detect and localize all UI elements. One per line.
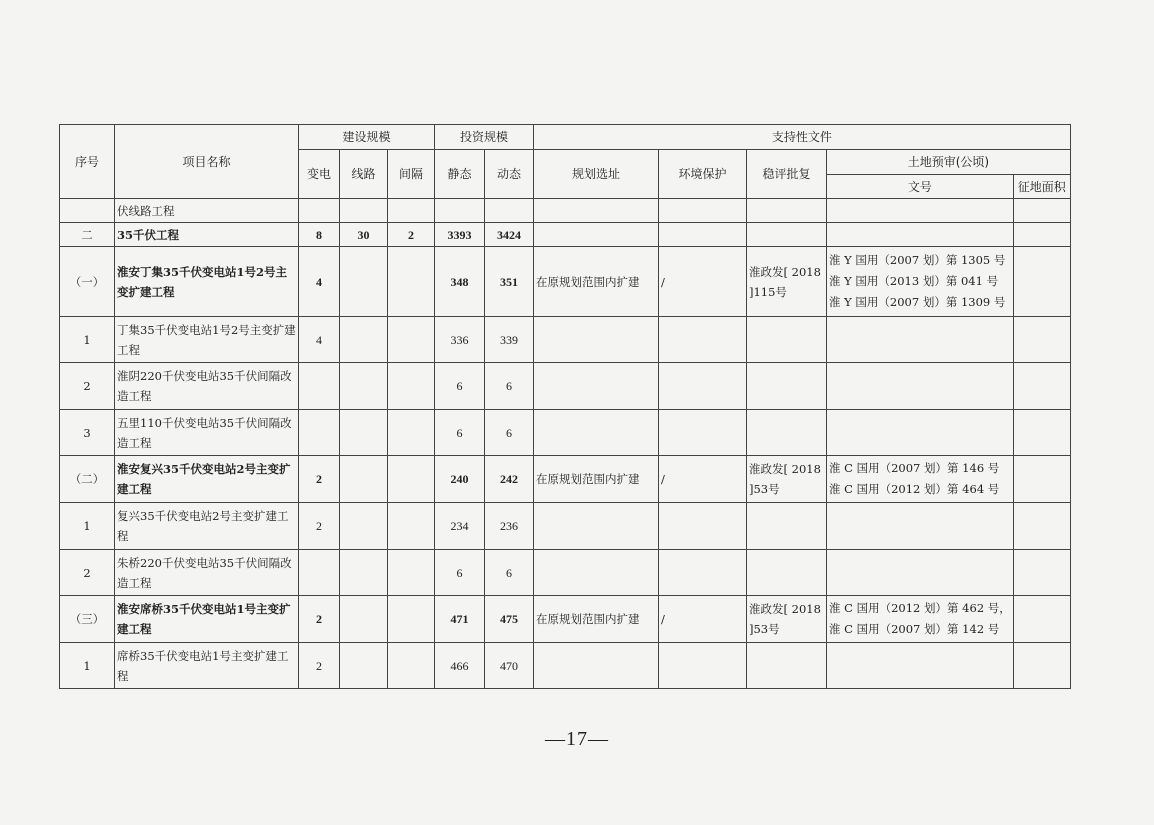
row-land-area	[1013, 363, 1070, 410]
row-land-area	[1013, 317, 1070, 363]
row-environment	[659, 643, 747, 689]
table-row	[60, 503, 1071, 550]
row-doc-numbers	[827, 223, 1014, 247]
row-environment	[659, 550, 747, 596]
row-sub: 2	[299, 596, 340, 643]
table-row	[60, 223, 1071, 247]
doc-number-line: 淮 C 国用（2012 划）第 464 号	[829, 482, 1000, 496]
row-environment: /	[659, 247, 747, 317]
header-substation: 变电	[299, 150, 340, 199]
row-land-area	[1013, 643, 1070, 689]
row-planning: 在原规划范围内扩建	[534, 456, 659, 503]
row-land-area	[1013, 550, 1070, 596]
table-row	[60, 550, 1071, 596]
row-seq: （三）	[60, 596, 115, 643]
row-planning	[534, 643, 659, 689]
row-seq: 1	[60, 643, 115, 689]
header-build-scale: 建设规模	[299, 125, 435, 150]
row-doc-numbers	[827, 363, 1014, 410]
row-static: 348	[435, 247, 485, 317]
doc-number-line: 淮 C 国用（2007 划）第 146 号	[829, 461, 1000, 475]
doc-number-line: 淮 C 国用（2007 划）第 142 号	[829, 622, 1000, 636]
row-land-area	[1013, 596, 1070, 643]
row-stability	[747, 223, 827, 247]
row-bay	[388, 410, 435, 456]
row-sub	[299, 410, 340, 456]
row-sub: 2	[299, 456, 340, 503]
header-static: 静态	[435, 150, 485, 199]
row-doc-numbers	[827, 456, 1014, 503]
row-name: 淮安复兴35千伏变电站2号主变扩建工程	[115, 456, 299, 503]
row-sub	[299, 363, 340, 410]
row-sub: 8	[299, 223, 340, 247]
row-seq: 2	[60, 550, 115, 596]
row-name: 35千伏工程	[115, 223, 299, 247]
row-static: 336	[435, 317, 485, 363]
row-static	[435, 199, 485, 223]
row-static: 240	[435, 456, 485, 503]
row-name: 丁集35千伏变电站1号2号主变扩建工程	[115, 317, 299, 363]
table-row	[60, 247, 1071, 317]
row-name: 朱桥220千伏变电站35千伏间隔改造工程	[115, 550, 299, 596]
row-name: 伏线路工程	[115, 199, 299, 223]
page-number: —17—	[545, 728, 609, 750]
doc-number-line: 淮 Y 国用（2007 划）第 1305 号	[829, 253, 1006, 267]
table-row	[60, 643, 1071, 689]
row-dynamic: 351	[485, 247, 534, 317]
doc-number-line: 淮 Y 国用（2007 划）第 1309 号	[829, 295, 1006, 309]
row-sub	[299, 550, 340, 596]
row-doc-numbers	[827, 199, 1014, 223]
row-land-area	[1013, 503, 1070, 550]
row-sub	[299, 199, 340, 223]
row-line	[340, 199, 388, 223]
row-doc-numbers	[827, 550, 1014, 596]
header-doc-no: 文号	[827, 175, 1014, 199]
row-line	[340, 247, 388, 317]
row-dynamic: 339	[485, 317, 534, 363]
row-seq: （一）	[60, 247, 115, 317]
row-dynamic: 475	[485, 596, 534, 643]
row-bay	[388, 199, 435, 223]
row-static: 3393	[435, 223, 485, 247]
row-static: 6	[435, 363, 485, 410]
row-stability	[747, 317, 827, 363]
row-planning	[534, 317, 659, 363]
row-dynamic: 6	[485, 410, 534, 456]
row-static: 6	[435, 550, 485, 596]
row-line	[340, 363, 388, 410]
table-row	[60, 410, 1071, 456]
row-seq: （二）	[60, 456, 115, 503]
header-dynamic: 动态	[485, 150, 534, 199]
row-line	[340, 456, 388, 503]
doc-number-line: 淮 C 国用（2012 划）第 462 号，	[829, 601, 1011, 615]
row-line	[340, 503, 388, 550]
row-bay	[388, 643, 435, 689]
row-doc-numbers	[827, 410, 1014, 456]
row-line	[340, 317, 388, 363]
row-planning	[534, 410, 659, 456]
row-land-area	[1013, 410, 1070, 456]
header-seq: 序号	[60, 125, 115, 199]
header-support-docs: 支持性文件	[534, 125, 1071, 150]
row-seq	[60, 199, 115, 223]
table-row	[60, 456, 1071, 503]
row-planning: 在原规划范围内扩建	[534, 596, 659, 643]
row-name: 淮安丁集35千伏变电站1号2号主变扩建工程	[115, 247, 299, 317]
row-environment	[659, 363, 747, 410]
table-row	[60, 199, 1071, 223]
row-static: 234	[435, 503, 485, 550]
row-static: 471	[435, 596, 485, 643]
row-static: 466	[435, 643, 485, 689]
row-bay	[388, 363, 435, 410]
row-seq: 3	[60, 410, 115, 456]
row-stability	[747, 410, 827, 456]
row-bay: 2	[388, 223, 435, 247]
row-dynamic: 6	[485, 550, 534, 596]
row-environment	[659, 199, 747, 223]
row-line	[340, 550, 388, 596]
row-doc-numbers	[827, 317, 1014, 363]
row-dynamic: 236	[485, 503, 534, 550]
row-environment: /	[659, 456, 747, 503]
header-environment: 环境保护	[659, 150, 747, 199]
row-sub: 4	[299, 247, 340, 317]
row-dynamic	[485, 199, 534, 223]
row-stability	[747, 503, 827, 550]
row-sub: 2	[299, 643, 340, 689]
row-stability	[747, 643, 827, 689]
row-line	[340, 410, 388, 456]
row-doc-numbers	[827, 643, 1014, 689]
header-invest-scale: 投资规模	[435, 125, 534, 150]
row-doc-numbers	[827, 503, 1014, 550]
row-planning: 在原规划范围内扩建	[534, 247, 659, 317]
row-stability	[747, 550, 827, 596]
row-stability	[747, 363, 827, 410]
row-bay	[388, 503, 435, 550]
row-seq: 1	[60, 317, 115, 363]
row-stability: 淮政发[ 2018 ]53号	[747, 596, 827, 643]
table-row	[60, 317, 1071, 363]
project-table	[59, 124, 1071, 689]
row-doc-numbers	[827, 596, 1014, 643]
row-environment: /	[659, 596, 747, 643]
row-planning	[534, 199, 659, 223]
row-bay	[388, 550, 435, 596]
row-seq: 二	[60, 223, 115, 247]
header-land-pre: 土地预审(公顷)	[827, 150, 1071, 175]
row-planning	[534, 550, 659, 596]
header-land-area: 征地面积	[1013, 175, 1070, 199]
row-line	[340, 643, 388, 689]
doc-number-line: 淮 Y 国用（2013 划）第 041 号	[829, 274, 999, 288]
header-bay: 间隔	[388, 150, 435, 199]
header-line: 线路	[340, 150, 388, 199]
row-land-area	[1013, 247, 1070, 317]
row-static: 6	[435, 410, 485, 456]
row-planning	[534, 363, 659, 410]
row-planning	[534, 503, 659, 550]
row-doc-numbers	[827, 247, 1014, 317]
row-dynamic: 242	[485, 456, 534, 503]
row-environment	[659, 317, 747, 363]
row-seq: 2	[60, 363, 115, 410]
table-row	[60, 363, 1071, 410]
row-name: 席桥35千伏变电站1号主变扩建工程	[115, 643, 299, 689]
row-bay	[388, 247, 435, 317]
row-dynamic: 470	[485, 643, 534, 689]
row-planning	[534, 223, 659, 247]
row-land-area	[1013, 199, 1070, 223]
row-bay	[388, 596, 435, 643]
row-name: 淮阴220千伏变电站35千伏间隔改造工程	[115, 363, 299, 410]
row-stability: 淮政发[ 2018 ]53号	[747, 456, 827, 503]
row-land-area	[1013, 223, 1070, 247]
row-environment	[659, 223, 747, 247]
row-stability	[747, 199, 827, 223]
row-sub: 4	[299, 317, 340, 363]
row-dynamic: 6	[485, 363, 534, 410]
table-row	[60, 596, 1071, 643]
row-line: 30	[340, 223, 388, 247]
header-planning: 规划选址	[534, 150, 659, 199]
row-bay	[388, 456, 435, 503]
row-environment	[659, 410, 747, 456]
row-bay	[388, 317, 435, 363]
row-seq: 1	[60, 503, 115, 550]
row-name: 复兴35千伏变电站2号主变扩建工程	[115, 503, 299, 550]
header-name: 项目名称	[115, 125, 299, 199]
row-dynamic: 3424	[485, 223, 534, 247]
row-name: 五里110千伏变电站35千伏间隔改造工程	[115, 410, 299, 456]
row-stability: 淮政发[ 2018 ]115号	[747, 247, 827, 317]
header-stability: 稳评批复	[747, 150, 827, 199]
row-sub: 2	[299, 503, 340, 550]
row-line	[340, 596, 388, 643]
row-name: 淮安席桥35千伏变电站1号主变扩建工程	[115, 596, 299, 643]
row-environment	[659, 503, 747, 550]
row-land-area	[1013, 456, 1070, 503]
